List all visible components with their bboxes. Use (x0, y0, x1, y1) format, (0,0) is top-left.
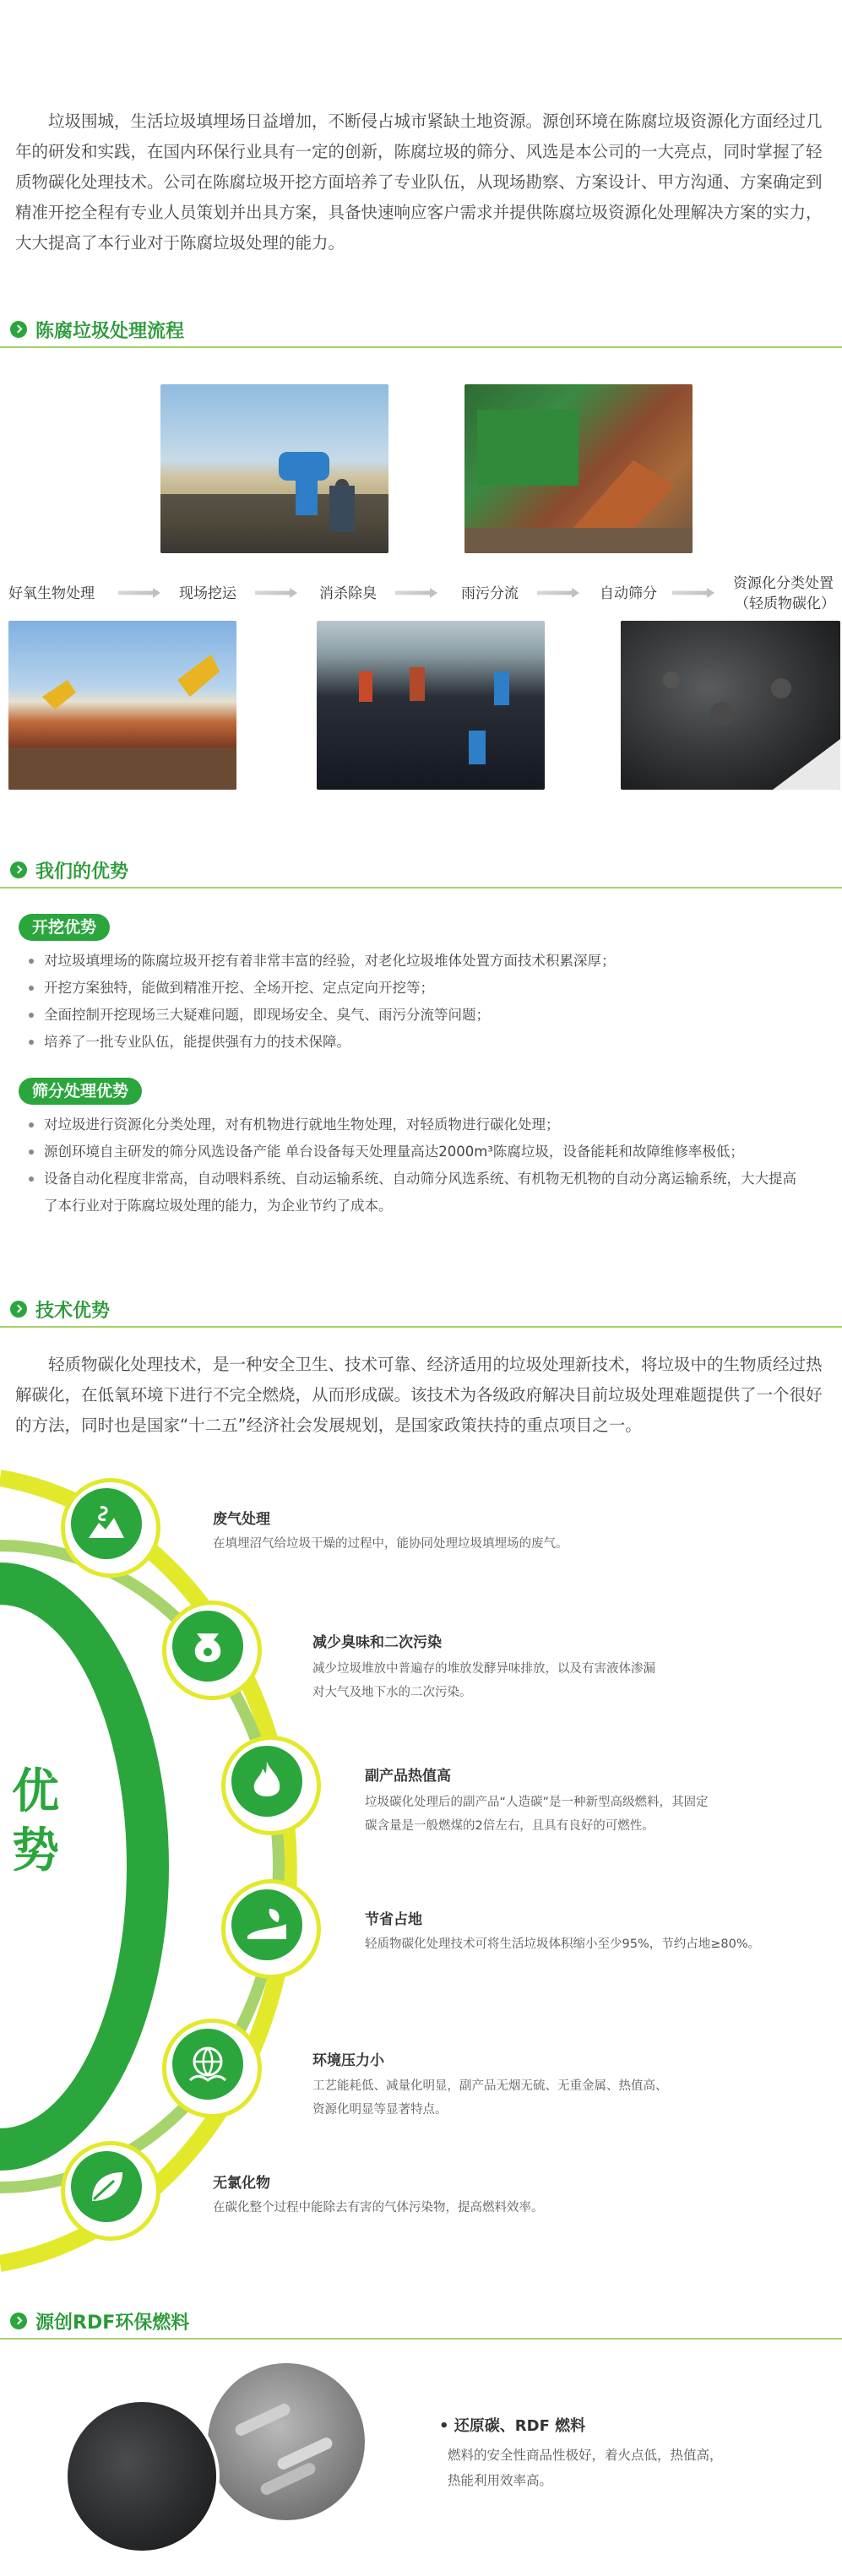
step-label: 资源化分类处置 (733, 575, 834, 592)
adv-item-title: 无氯化物 (213, 2175, 270, 2192)
tech-section-header (0, 1294, 842, 1328)
screen-advantage-list (25, 1111, 802, 1220)
photo-carbonized-material (621, 621, 840, 790)
photo-screening-factory (464, 384, 693, 553)
rdf-section-header (0, 2306, 842, 2340)
adv-item-desc: 垃圾碳化处理后的副产品“人造碳”是一种新型高级燃料，其固定 (365, 1796, 709, 1809)
photo-aerobic-treatment (8, 621, 236, 790)
chevron-right-icon (10, 861, 27, 878)
photo-rdf-pellets (208, 2363, 365, 2520)
rdf-item-title: • 还原碳、RDF 燃料 (439, 2417, 586, 2435)
list-item: 源创环境自主研发的筛分风选设备产能 单台设备每天处理量高达2000m³陈腐垃圾，设备能耗和故障维修率极低； (25, 1139, 802, 1166)
adv-item-title: 副产品热值高 (365, 1768, 451, 1785)
photo-carbon-pile (64, 2399, 220, 2554)
adv-item-desc: 轻质物碳化处理技术可将生活垃圾体积缩小至少95%，节约占地≥80%。 (365, 1937, 761, 1951)
arrow-right-icon (395, 588, 437, 598)
step-label: 雨污分流 (461, 585, 519, 602)
intro-paragraph: 垃圾围城，生活垃圾填埋场日益增加，不断侵占城市紧缺土地资源。源创环境在陈腐垃圾资源化方面经过几年的研发和实践，在国内环保行业具有一定的创新，陈腐垃圾的筛分、风选是本公司的一大亮点，同时掌握了轻质物碳化处理技术。公司在陈腐垃圾开挖方面培养了专业队伍，从现场勘察、方案设计、甲方沟通、方案确定到精准开挖全程有专业人员策划并出具方案，具备快速响应客户需求并提供陈腐垃圾资源化处理解决方案的实力，大大提高了本行业对于陈腐垃圾处理的能力。 (15, 111, 823, 253)
list-item: 对垃圾进行资源化分类处理，对有机物进行就地生物处理，对轻质物进行碳化处理； (25, 1111, 802, 1139)
section-divider (0, 887, 842, 889)
process-section-title: 陈腐垃圾处理流程 (35, 321, 185, 342)
chevron-right-icon (10, 1301, 27, 1318)
land-saving-icon (221, 1879, 321, 1979)
arrow-right-icon (537, 588, 579, 598)
arrow-right-icon (255, 588, 297, 598)
adv-item-title: 环境压力小 (312, 2052, 384, 2069)
odor-reduction-icon (162, 1600, 262, 1700)
adv-item-desc: 资源化明显等显著特点。 (312, 2103, 448, 2117)
photo-rain-sewage-separation (317, 621, 545, 790)
big-char-2: 势 (12, 1823, 59, 1878)
adv-item-desc: 减少垃圾堆放中普遍存的堆放发酵异味排放，以及有害液体渗漏 (312, 1662, 655, 1676)
step-label: 消杀除臭 (319, 585, 377, 602)
list-item: 对垃圾填埋场的陈腐垃圾开挖有着非常丰富的经验，对老化垃圾堆体处置方面技术积累深厚； (25, 948, 802, 975)
section-divider (0, 2338, 842, 2340)
advantages-section-title: 我们的优势 (35, 861, 129, 883)
rdf-item-desc: 燃料的安全性商品性极好，着火点低，热值高， (448, 2448, 723, 2463)
section-divider (0, 346, 842, 348)
dig-advantage-list (25, 948, 802, 1056)
adv-item-desc: 在碳化整个过程中能除去有害的气体污染物，提高燃料效率。 (213, 2201, 544, 2215)
adv-item-title: 节省占地 (365, 1911, 422, 1928)
tech-paragraph: 轻质物碳化处理技术，是一种安全卫生、技术可靠、经济适用的垃圾处理新技术，将垃圾中的生物质经过热解碳化，在低氧环境下进行不完全燃烧，从而形成碳。该技术为各级政府解决目前垃圾处理难题提供了一个很好的方法，同时也是国家“十二五”经济社会发展规划，是国家政策扶持的重点项目之一。 (15, 1355, 823, 1435)
exhaust-treatment-icon (61, 1478, 160, 1578)
big-char-1: 优 (12, 1764, 59, 1819)
chevron-right-icon (10, 2312, 27, 2329)
arrow-right-icon (118, 588, 160, 598)
step-label: 自动筛分 (600, 585, 657, 602)
step-label: （轻质物碳化） (735, 595, 835, 612)
list-item: 全面控制开挖现场三大疑难问题，即现场安全、臭气、雨污分流等问题； (25, 1002, 802, 1029)
arrow-right-icon (672, 588, 714, 598)
step-label: 好氧生物处理 (8, 585, 95, 602)
flame-icon (221, 1736, 321, 1835)
list-item: 开挖方案独特，能做到精准开挖、全场开挖、定点定向开挖等； (25, 975, 802, 1002)
list-item: 设备自动化程度非常高，自动喂料系统、自动运输系统、自动筛分风选系统、有机物无机物的自动分离运输系统，大大提高了本行业对于陈腐垃圾处理的能力，为企业节约了成本。 (25, 1166, 802, 1220)
globe-icon (162, 2019, 262, 2118)
adv-item-desc: 在填埋沼气给垃圾干燥的过程中，能协同处理垃圾填埋场的废气。 (213, 1537, 568, 1551)
dig-advantage-badge: 开挖优势 (19, 914, 110, 941)
adv-item-desc: 工艺能耗低、减量化明显，副产品无烟无硫、无重金属、热值高、 (312, 2079, 668, 2093)
step-label: 现场挖运 (179, 585, 236, 602)
process-section-header (0, 314, 842, 348)
advantages-section-header (0, 855, 842, 889)
adv-item-title: 减少臭味和二次污染 (312, 1634, 442, 1651)
adv-item-desc: 对大气及地下水的二次污染。 (312, 1686, 472, 1699)
list-item: 培养了一批专业队伍，能提供强有力的技术保障。 (25, 1029, 802, 1056)
rdf-item-desc: 热能利用效率高。 (448, 2473, 553, 2488)
section-divider (0, 1326, 842, 1328)
adv-item-title: 废气处理 (213, 1511, 270, 1528)
chevron-right-icon (10, 321, 27, 338)
screen-advantage-badge: 筛分处理优势 (19, 1078, 142, 1105)
rdf-section-title: 源创RDF环保燃料 (35, 2312, 190, 2334)
adv-item-desc: 碳含量是一般燃煤的2倍左右，且具有良好的可燃性。 (365, 1819, 655, 1833)
tech-section-title: 技术优势 (35, 1301, 111, 1322)
photo-excavation-site (160, 384, 388, 553)
leaf-icon (61, 2141, 160, 2241)
